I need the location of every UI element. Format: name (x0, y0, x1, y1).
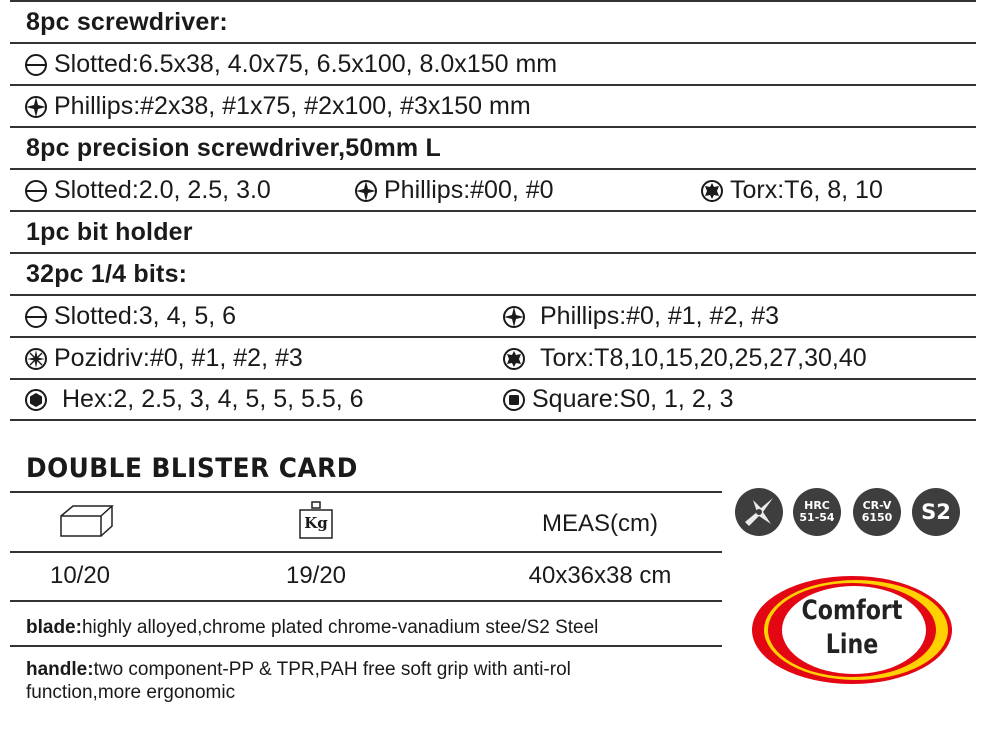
bits-torx (502, 344, 867, 373)
hrc-line1: HRC (804, 499, 830, 512)
rule (10, 336, 976, 338)
bits-phillips (502, 302, 779, 331)
bits-pozidriv-text: Pozidriv:#0, #1, #2, #3 (54, 344, 303, 372)
slotted-icon (24, 53, 48, 77)
square-icon (502, 388, 526, 412)
precision-phillips (354, 176, 554, 205)
bits-pozidriv (24, 344, 303, 373)
qty-value: 10/20 (49, 562, 111, 589)
screwdriver-slotted (24, 50, 557, 79)
rule (10, 551, 722, 553)
precision-torx-text: Torx:T6, 8, 10 (730, 176, 883, 204)
phillips-icon (24, 95, 48, 119)
rule (10, 600, 722, 602)
pozidriv-icon (24, 347, 48, 371)
blade-note (26, 616, 598, 639)
bits-slotted (24, 302, 236, 331)
precision-torx (700, 176, 883, 205)
weight-value: 19/20 (285, 562, 347, 589)
comfort-line2: Line (825, 629, 879, 660)
blade-label: blade: (26, 617, 82, 638)
bits-slotted-text: Slotted:3, 4, 5, 6 (54, 302, 237, 330)
plier-icon (739, 492, 779, 532)
torx-icon (700, 179, 724, 203)
phillips-icon (354, 179, 378, 203)
screwdriver-phillips (24, 92, 531, 121)
precision-slotted-text: Slotted:2.0, 2.5, 3.0 (54, 176, 271, 204)
packing-title: DOUBLE BLISTER CARD (26, 453, 358, 484)
rule (10, 84, 976, 86)
handle-label: handle: (26, 659, 94, 680)
blade-text: highly alloyed,chrome plated chrome-vanadium stee/S2 Steel (81, 617, 599, 638)
screwdriver-slotted-text: Slotted:6.5x38, 4.0x75, 6.5x100, 8.0x150 mm (54, 50, 558, 78)
comfort-line1: Comfort (801, 595, 903, 626)
s2-badge (912, 488, 960, 536)
phillips-icon (502, 305, 526, 329)
handle-text-2: function,more ergonomic (26, 682, 236, 703)
crv-line2: 6150 (861, 511, 893, 524)
precision-phillips-text: Phillips:#00, #0 (384, 176, 554, 204)
bits-square (502, 385, 734, 414)
bits-hex (24, 385, 364, 414)
box-icon (58, 504, 114, 538)
bits-square-text: Square:S0, 1, 2, 3 (532, 385, 734, 413)
crv-line1: CR-V (862, 499, 892, 512)
rule (10, 419, 976, 421)
hrc-badge (793, 488, 841, 536)
rule (10, 645, 722, 647)
hrc-line2: 51-54 (799, 511, 835, 524)
s2-label: S2 (921, 500, 951, 524)
meas-header: MEAS(cm) (542, 510, 658, 537)
plier-badge (735, 488, 783, 536)
bits-torx-text: Torx:T8,10,15,20,25,27,30,40 (540, 344, 867, 372)
weight-icon (298, 500, 334, 540)
torx-icon (502, 347, 526, 371)
precision-slotted (24, 176, 271, 205)
bit-holder-header: 1pc bit holder (26, 217, 193, 246)
meas-value: 40x36x38 cm (528, 562, 672, 589)
rule (10, 491, 722, 493)
hex-icon (24, 388, 48, 412)
slotted-icon (24, 305, 48, 329)
bits-header: 32pc 1/4 bits: (26, 259, 188, 288)
precision-header: 8pc precision screwdriver,50mm L (26, 133, 441, 162)
bits-phillips-text: Phillips:#0, #1, #2, #3 (540, 302, 780, 330)
slotted-icon (24, 179, 48, 203)
handle-text: two component-PP & TPR,PAH free soft grip with anti-rol (93, 659, 571, 680)
bits-hex-text: Hex:2, 2.5, 3, 4, 5, 5, 5.5, 6 (62, 385, 364, 413)
rule (10, 378, 976, 380)
weight-icon-label: Kg (304, 514, 328, 532)
handle-note (26, 658, 571, 704)
screwdriver-phillips-text: Phillips:#2x38, #1x75, #2x100, #3x150 mm (54, 92, 531, 120)
screwdriver-header: 8pc screwdriver: (26, 7, 228, 36)
comfort-line-logo (750, 574, 954, 686)
crv-badge (853, 488, 901, 536)
